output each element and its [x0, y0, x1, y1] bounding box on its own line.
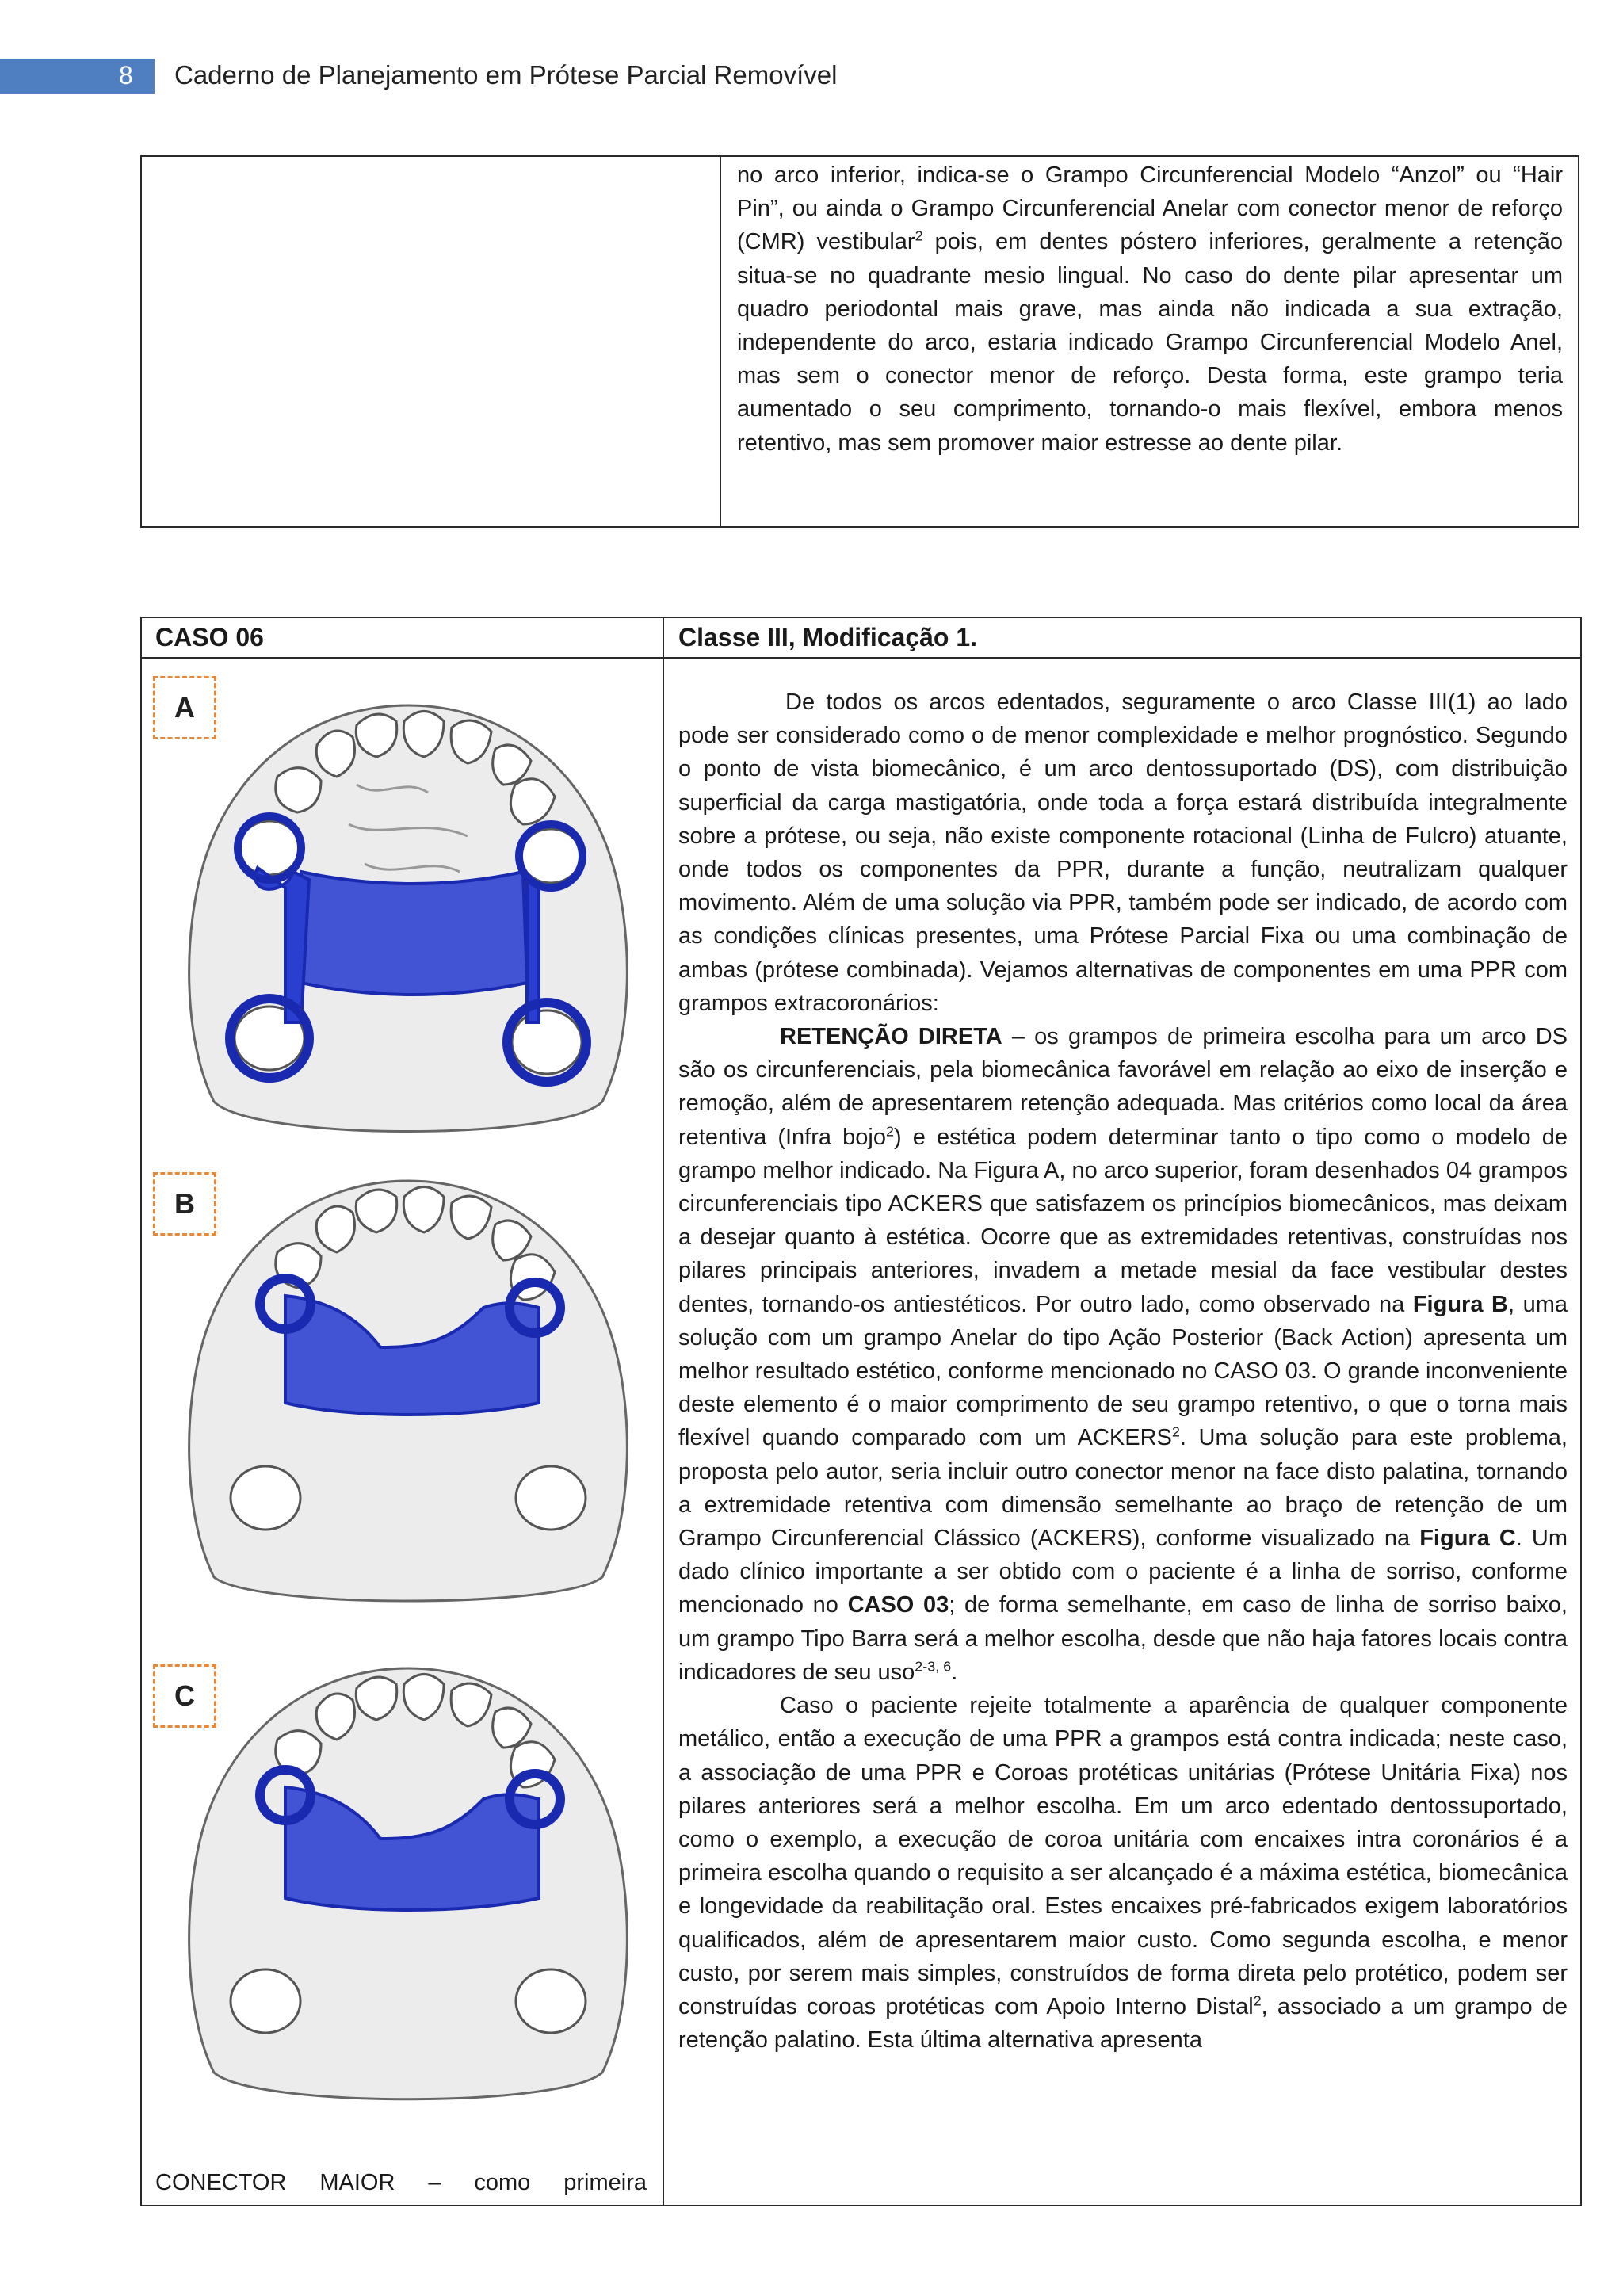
caption-word: –: [428, 2170, 441, 2195]
continuation-text-part: pois, em dentes póstero inferiores, geralmente a retenção situa-se no quadrante mesio lingual. No caso do dente pilar apresentar um quadro periodontal mais grave, mas ainda não indicada a sua extração, independente do arco, estaria indicado Grampo Circunferencial Modelo Anel, mas sem o conector menor de reforço. Desta forma, este grampo teria aumentado o seu comprimento, tornando-o mais flexível, embora menos retentivo, mas sem promover maior estresse ao dente pilar.: [737, 229, 1563, 456]
paragraph-text: . Uma solução para este problema, proposta pelo autor, seria incluir outro conector menor na face disto palatina, tornando a extremidade retentiva com dimensão semelhante ao braço de retenção de um Grampo Circunferencial Clássico (ACKERS), conforme visualizado na: [678, 1425, 1568, 1552]
case-id: CASO 06: [155, 623, 264, 651]
paragraph-text: , uma solução com um grampo Anelar do tipo Ação Posterior (Back Action) apresenta um melhor resultado estético, conforme mencionado no CASO 03. O grande inconveniente deste elemento é o maior comprimento de seu grampo retentivo, o que o torna mais flexível quando comparado com um ACKERS: [678, 1291, 1568, 1451]
paragraph-text: De todos os arcos edentados, seguramente o arco Classe III(1) ao lado pode ser considerado como o de menor complexidade e melhor prognóstico. Segundo o ponto de vista biomecânico, é um arco dentossuportado (DS), com distribuição superficial da carga mastigatória, onde toda a força estará distribuída integralmente sobre a prótese, ou seja, não existe componente rotacional (Linha de Fulcro) atuante, onde todos os componentes da PPR, durante a função, neutralizam qualquer movimento. Além de uma solução via PPR, também pode ser indicado, de acordo com as condições clínicas presentes, uma Prótese Parcial Fixa ou uma combinação de ambas (prótese combinada). Vejamos alternativas de componentes em uma PPR com grampos extracoronários:: [678, 690, 1568, 1016]
paragraph-text: , associado a um grampo de retenção palatino. Esta última alternativa apresenta: [678, 1993, 1568, 2053]
continuation-text-part: no arco inferior, indica-se o Grampo Circunferencial Modelo “Anzol” ou “Hair Pin”, ou ainda o Grampo Circunferencial Anelar com conector menor de reforço (CMR) vestibular: [737, 162, 1563, 255]
figure-a-illustration: [166, 690, 650, 1157]
figure-label-a: A: [153, 676, 216, 739]
paragraph-text: Caso o paciente rejeite totalmente a aparência de qualquer componente metálico, então a execução de uma PPR a grampos está contra indicada; neste caso, a associação de uma PPR e Coroas protéticas unitárias (Prótese Unitária Fixa) nos pilares anteriores será a melhor escolha. Em um arco edentado dentossuportado, como o exemplo, a execução de coroa unitária com encaixes intra coronários é a primeira escolha quando o requisito a ser alcançado é a máxima estética, biomecânica e longevidade da reabilitação oral. Estes encaixes pré-fabricados exigem laboratórios qualificados, além de apresentarem maior custo. Como segunda escolha, e menor custo, por serem mais simples, construídos de forma direta pelo protético, podem ser construídas coroas protéticas com Apoio Interno Distal: [678, 1693, 1568, 2019]
caption-word: CONECTOR: [155, 2170, 287, 2195]
continuation-text: [737, 159, 1563, 460]
figure-label-c: C: [153, 1664, 216, 1728]
figure-b-illustration: [166, 1165, 650, 1617]
retention-heading: RETENÇÃO DIRETA: [780, 1024, 1002, 1050]
figure-caption: [155, 2170, 647, 2196]
case-text: [678, 686, 1568, 2057]
figure-c-ref: Figura C: [1419, 1526, 1516, 1552]
caption-word: MAIOR: [319, 2170, 395, 2195]
paragraph-text: – os grampos de primeira escolha para um arco DS são os circunferenciais, pela biomecânica favorável em relação ao eixo de inserção e remoção, além de apresentarem retenção adequada. Mas critérios como local da área retentiva (Infra bojo: [678, 1024, 1568, 1150]
paragraph-text: . Um dado clínico importante a ser obtido com o paciente é a linha de sorriso, conforme mencionado no: [678, 1526, 1568, 1618]
case-table-header-rule: [140, 657, 1582, 659]
reference-sup: 2: [1171, 1423, 1180, 1440]
paragraph-text: ) e estética podem determinar tanto o tipo como o modelo de grampo melhor indicado. Na Figura A, no arco superior, foram desenhados 04 grampos circunferenciais tipo ACKERS que satisfazem os princípios biomecânicos, mas deixam a desejar quanto à estética. Ocorre que as extremidades retentivas, construídas nos pilares principais anteriores, invadem a metade mesial da face vestibular destes dentes, tornando-os antiestéticos. Por outro lado, como observado na: [678, 1124, 1568, 1317]
caption-word: primeira: [563, 2170, 647, 2195]
running-title: Caderno de Planejamento em Prótese Parcial Removível: [174, 60, 838, 90]
reference-sup: 2: [915, 227, 923, 244]
figure-c-illustration: [166, 1652, 650, 2120]
case-paragraph-2: [678, 1020, 1568, 1689]
case-classification: Classe III, Modificação 1.: [678, 623, 978, 651]
figure-b-ref: Figura B: [1412, 1291, 1508, 1317]
paragraph-text: ; de forma semelhante, em caso de linha de sorriso baixo, um grampo Tipo Barra será a melhor escolha, desde que não haja fatores locais contra indicadores de seu uso: [678, 1592, 1568, 1685]
case-03-ref: CASO 03: [847, 1592, 949, 1618]
reference-sup: 2: [885, 1122, 894, 1139]
caption-word: como: [474, 2170, 531, 2195]
continuation-table-divider: [720, 155, 721, 528]
case-paragraph-3: [678, 1689, 1568, 2057]
case-paragraph-1: [678, 686, 1568, 1020]
case-table-divider: [663, 617, 664, 2206]
reference-sup: 2: [1253, 1992, 1262, 2009]
reference-sup: 2-3, 6: [915, 1658, 952, 1675]
page-number: 8: [119, 61, 133, 90]
paragraph-text: .: [951, 1659, 958, 1685]
figure-label-b: B: [153, 1172, 216, 1236]
